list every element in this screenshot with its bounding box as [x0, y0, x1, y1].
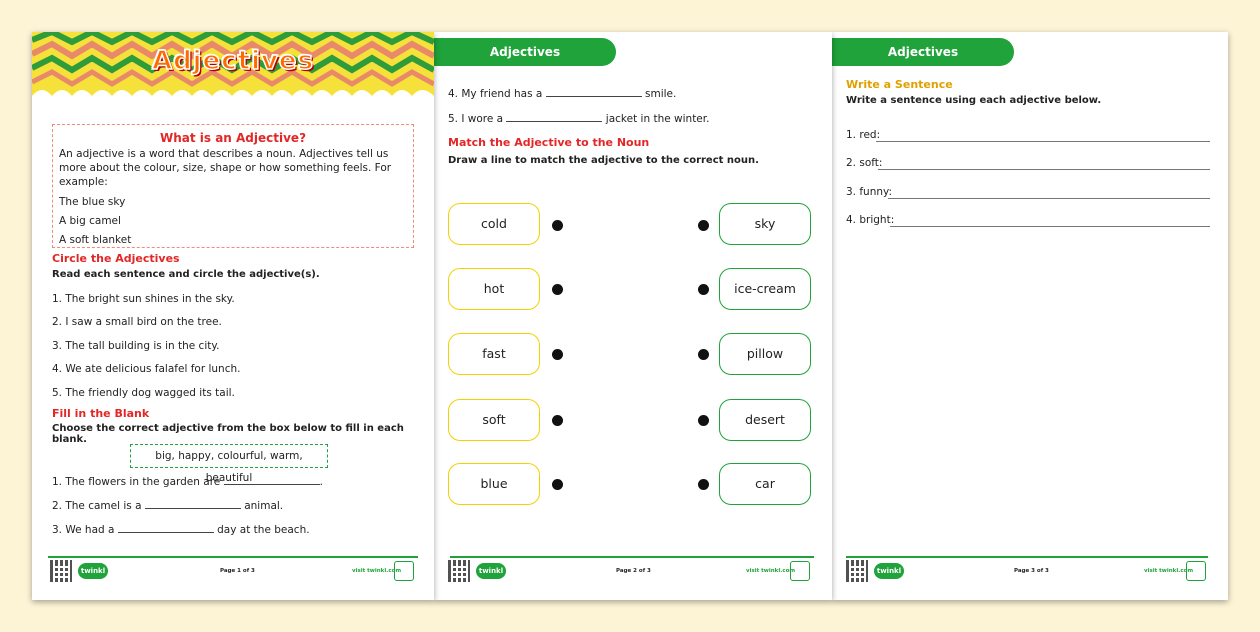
page-tab-header: Adjectives — [832, 38, 1014, 66]
fill-item-5-before: 5. I wore a — [448, 113, 507, 125]
what-heading: What is an Adjective? — [159, 131, 307, 145]
twinkl-logo: twinkl — [78, 563, 108, 579]
footer-divider — [846, 556, 1208, 558]
example-3: A soft blanket — [59, 234, 132, 246]
fill-item-4-before: 4. My friend has a — [448, 88, 546, 100]
write-heading: Write a Sentence — [846, 78, 953, 91]
qr-code-icon — [448, 560, 470, 582]
match-dot-right-5[interactable] — [698, 479, 709, 490]
page-number: Page 2 of 3 — [616, 568, 651, 574]
fill-item-4-after: smile. — [641, 88, 677, 100]
twinkl-logo: twinkl — [476, 563, 506, 579]
twinkl-logo: twinkl — [874, 563, 904, 579]
write-line-1[interactable] — [876, 141, 1210, 142]
fill-blank-3[interactable] — [118, 523, 214, 533]
page-number: Page 3 of 3 — [1014, 568, 1049, 574]
fill-blank-1[interactable] — [224, 475, 320, 485]
page-number: Page 1 of 3 — [220, 568, 255, 574]
visit-link: visit twinkl.com — [746, 568, 796, 574]
match-dot-right-2[interactable] — [698, 284, 709, 295]
quality-seal-icon — [790, 561, 810, 581]
fill-item-1-before: 1. The flowers in the garden are — [52, 476, 224, 488]
worksheet-page-2 — [434, 32, 832, 600]
visit-link: visit twinkl.com — [1144, 568, 1194, 574]
adjective-card-fast[interactable]: fast — [448, 333, 540, 375]
write-item-2-label: 2. soft: — [846, 157, 883, 169]
match-dot-left-5[interactable] — [552, 479, 563, 490]
banner-title: Adjectives — [151, 46, 315, 76]
fill-item-4 — [448, 87, 676, 100]
fill-blank-2[interactable] — [145, 499, 241, 509]
word-bank-box: big, happy, colourful, warm, beautiful — [130, 444, 328, 468]
footer-divider — [48, 556, 418, 558]
fill-item-1-after: . — [319, 476, 323, 488]
match-heading: Match the Adjective to the Noun — [448, 136, 650, 149]
match-dot-left-4[interactable] — [552, 415, 563, 426]
example-2: A big camel — [59, 215, 121, 227]
circle-item-2: 2. I saw a small bird on the tree. — [52, 316, 222, 328]
circle-item-5: 5. The friendly dog wagged its tail. — [52, 387, 235, 399]
match-dot-right-3[interactable] — [698, 349, 709, 360]
visit-link: visit twinkl.com — [352, 568, 402, 574]
fill-item-2-after: animal. — [240, 500, 284, 512]
fill-item-5-after: jacket in the winter. — [602, 113, 710, 125]
write-item-3-label: 3. funny: — [846, 186, 893, 198]
what-is-adjective-box — [52, 124, 414, 248]
fill-item-3-before: 3. We had a — [52, 524, 118, 536]
noun-card-car[interactable]: car — [719, 463, 811, 505]
write-line-3[interactable] — [888, 198, 1210, 199]
example-1: The blue sky — [59, 196, 126, 208]
fill-instruction: Choose the correct adjective from the box below to fill in each blank. — [52, 423, 404, 445]
qr-code-icon — [50, 560, 72, 582]
match-dot-right-1[interactable] — [698, 220, 709, 231]
page-tab-header: Adjectives — [434, 38, 616, 66]
qr-code-icon — [846, 560, 868, 582]
worksheet-page-3 — [832, 32, 1228, 600]
write-line-2[interactable] — [878, 169, 1210, 170]
circle-item-3: 3. The tall building is in the city. — [52, 340, 220, 352]
fill-item-3-after: day at the beach. — [213, 524, 310, 536]
quality-seal-icon — [394, 561, 414, 581]
noun-card-sky[interactable]: sky — [719, 203, 811, 245]
fill-item-2-before: 2. The camel is a — [52, 500, 145, 512]
noun-card-pillow[interactable]: pillow — [719, 333, 811, 375]
write-instruction: Write a sentence using each adjective below. — [846, 95, 1102, 106]
footer-divider — [450, 556, 814, 558]
circle-instruction: Read each sentence and circle the adjective(s). — [52, 269, 320, 280]
worksheet-page-1 — [32, 32, 434, 600]
match-dot-left-3[interactable] — [552, 349, 563, 360]
circle-item-4: 4. We ate delicious falafel for lunch. — [52, 363, 241, 375]
fill-item-2 — [52, 499, 283, 512]
decorative-banner — [32, 32, 434, 104]
write-item-1-label: 1. red: — [846, 129, 881, 141]
fill-blank-5[interactable] — [506, 112, 602, 122]
noun-card-ice-cream[interactable]: ice-cream — [719, 268, 811, 310]
fill-item-5 — [448, 112, 709, 125]
fill-blank-4[interactable] — [546, 87, 642, 97]
quality-seal-icon — [1186, 561, 1206, 581]
adjective-card-soft[interactable]: soft — [448, 399, 540, 441]
match-instruction: Draw a line to match the adjective to the correct noun. — [448, 155, 759, 166]
circle-item-1: 1. The bright sun shines in the sky. — [52, 293, 235, 305]
fill-item-1 — [52, 475, 323, 488]
write-item-4-label: 4. bright: — [846, 214, 895, 226]
noun-card-desert[interactable]: desert — [719, 399, 811, 441]
fill-heading: Fill in the Blank — [52, 407, 150, 420]
write-line-4[interactable] — [890, 226, 1210, 227]
adjective-card-hot[interactable]: hot — [448, 268, 540, 310]
match-dot-left-2[interactable] — [552, 284, 563, 295]
fill-item-3 — [52, 523, 310, 536]
match-dot-left-1[interactable] — [552, 220, 563, 231]
circle-heading: Circle the Adjectives — [52, 252, 180, 265]
adjective-card-cold[interactable]: cold — [448, 203, 540, 245]
what-text: An adjective is a word that describes a noun. Adjectives tell us more about the colour, size, shape or how something feels. For example: — [59, 148, 392, 188]
match-dot-right-4[interactable] — [698, 415, 709, 426]
adjective-card-blue[interactable]: blue — [448, 463, 540, 505]
